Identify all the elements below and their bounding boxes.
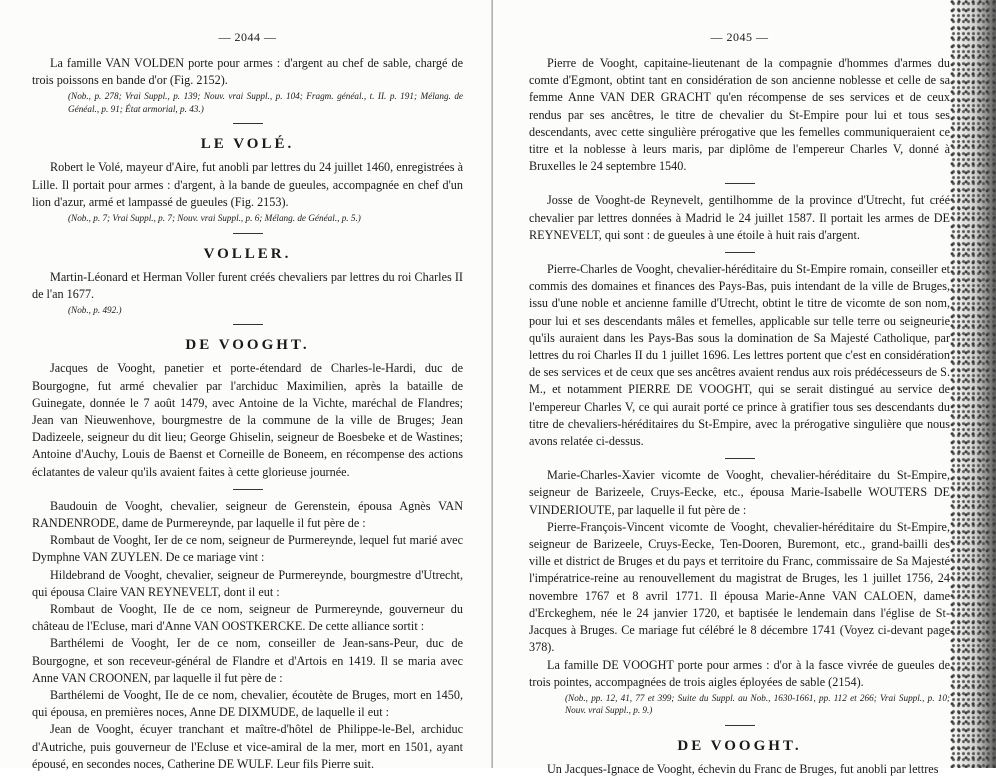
section-divider bbox=[233, 123, 263, 124]
section-divider bbox=[725, 183, 755, 184]
genealogy-paragraph: Rombaut de Vooght, Ier de ce nom, seigneur de Purmereynde, lequel fut marié avec Dymphne VAN ZUYLEN. De ce mariage vint : bbox=[32, 533, 463, 565]
jacques-ignace-paragraph: Un Jacques-Ignace de Vooght, échevin du Franc de Bruges, fut anobli par lettres bbox=[547, 761, 939, 776]
left-page bbox=[0, 0, 493, 771]
le-vole-paragraph: Robert le Volé, mayeur d'Aire, fut anobli par lettres du 24 juillet 1460, enregistrées à Lille. Il portait pour armes : d'argent, à la bande de gueules, accompagnée en chef d'un lion d'azur, armé et lampassé de gueules (Fig. 2153). bbox=[32, 160, 463, 209]
section-divider bbox=[725, 458, 755, 459]
section-divider bbox=[725, 725, 755, 726]
right-page bbox=[493, 0, 996, 776]
section-divider bbox=[233, 489, 263, 490]
josse-de-vooght-paragraph: Josse de Vooght-de Reynevelt, gentilhomme de la province d'Utrecht, fut créé chevalier par lettres données à Madrid le 24 juillet 1587. Il portait les armes de DE REYNEVELT, qui sont : de gueules à une étoile à huit rais d'argent. bbox=[529, 193, 950, 242]
de-vooght-heading-2: DE VOOGHT. bbox=[677, 737, 802, 754]
section-divider bbox=[233, 324, 263, 325]
marie-charles-xavier-paragraph: Marie-Charles-Xavier vicomte de Vooght, chevalier-héréditaire du St-Empire, seigneur de Barizeele, Cruys-Eecke, etc., épousa Marie-Isabelle WOUTERS DE VINDERIOUTE, par laquelle il fut père de : bbox=[529, 468, 950, 517]
van-volden-references: (Nob., p. 278; Vrai Suppl., p. 139; Nouv. vrai Suppl., p. 104; Fragm. généal., t. II. p. 191; Mélang. de Généal., p. 91; État armorial, p. 43.) bbox=[68, 91, 463, 114]
le-vole-heading: LE VOLÉ. bbox=[200, 136, 295, 153]
de-vooght-references: (Nob., pp. 12, 41, 77 et 399; Suite du Suppl. au Nob., 1630-1661, pp. 112 et 266; Vrai Suppl., p. 10; Nouv. vrai Suppl., p. 9.) bbox=[565, 692, 950, 716]
pierre-charles-paragraph: Pierre-Charles de Vooght, chevalier-héréditaire du St-Empire romain, conseiller et commis des domaines et finances des Pays-Bas, puis intendant de la ville de Bruges, issu d'une noble et ancienne famille d'Utrecht, obtint le titre de vicomte de son nom, pour lui et ses descendants mâles et femelles, applicable sur telle terre ou seigneurie qu'ils auraient dans les Pays-Bas sous la domination de Sa Majesté Catholique, par lettres du roi Charles II du 1 juillet 1696. Les lettres portent que c'est en considération de ses services et de ceux que ses ancêtres avaient rendus aux rois prédécesseurs de S. M., et notamment PIERRE DE VOOGHT, qui se serait distingué au service de l'empereur Charles V, ce qui aurait porté ce prince à gratifier tous ses descendants du titre de chevaliers-héréditaires du St-Empire, avec la prérogative singulière que nous avons relatée ci-dessus. bbox=[529, 262, 950, 449]
voller-heading: VOLLER. bbox=[203, 245, 292, 262]
genealogy-paragraph: Jean de Vooght, écuyer tranchant et maître-d'hôtel de Philippe-le-Bel, archiduc d'Autriche, puis gouverneur de l'Ecluse et vice-amiral de la mer, mort en 1501, ayant épousé, en secondes noces, Catherine DE WULF. Leur fils Pierre suit. bbox=[32, 722, 463, 771]
scan-edge-shadow bbox=[950, 0, 996, 768]
section-divider bbox=[233, 233, 263, 234]
genealogy-paragraph: Rombaut de Vooght, IIe de ce nom, seigneur de Purmereynde, gouverneur du château de l'Ecluse, mari d'Anne VAN OOSTKERCKE. De cette alliance sortit : bbox=[32, 602, 463, 634]
genealogy-paragraph: Hildebrand de Vooght, chevalier, seigneur de Purmereynde, bourgmestre d'Utrecht, qui épousa Claire VAN REYNEVELT, dont il eut : bbox=[32, 567, 463, 599]
de-vooght-heading: DE VOOGHT. bbox=[185, 337, 310, 354]
le-vole-references: (Nob., p. 7; Vrai Suppl., p. 7; Nouv. vrai Suppl., p. 6; Mélang. de Généal., p. 5.) bbox=[68, 213, 361, 224]
voller-paragraph: Martin-Léonard et Herman Voller furent créés chevaliers par lettres du roi Charles II de l'an 1677. bbox=[32, 269, 463, 301]
genealogy-paragraph: Barthélemi de Vooght, Ier de ce nom, conseiller de Jean-sans-Peur, duc de Bourgogne, et son receveur-général de Flandre et d'Artois en 1419. Il se maria avec Anne VAN CROONEN, par laquelle il fut père de : bbox=[32, 636, 463, 685]
page-number-left: — 2044 — bbox=[218, 30, 277, 44]
van-volden-paragraph: La famille VAN VOLDEN porte pour armes : d'argent au chef de sable, chargé de trois poissons en bande d'or (Fig. 2152). bbox=[32, 56, 463, 88]
de-vooght-arms-paragraph: La famille DE VOOGHT porte pour armes : d'or à la fasce vivrée de gueules de trois pointes, accompagnées de trois aigles éployées de sable (2154). bbox=[529, 657, 950, 689]
de-vooght-intro-paragraph: Jacques de Vooght, panetier et porte-étendard de Charles-le-Hardi, duc de Bourgogne, fut armé chevalier par l'archiduc Maximilien, après la bataille de Guinegate, donnée le 7 août 1479, avec Antoine de la Vichte, maréchal de Flandres; Jean van Nieuwenhove, bourgmestre de la commune de la ville de Bruges; Jean Dadizeele, seigneur du dit lieu; George Ghiselin, seigneur de Boesbeke et de Wastines; Antoine d'Auchy, Louis de Baenst et Corneille de Boneem, en récompense des actions éclatantes de valeur qu'ils avaient faites à cette glorieuse journée. bbox=[32, 361, 463, 479]
genealogy-paragraph: Barthélemi de Vooght, IIe de ce nom, chevalier, écoutète de Bruges, mort en 1450, qui épousa, en premières noces, Anne DE DIXMUDE, de laquelle il eut : bbox=[32, 688, 463, 720]
pierre-de-vooght-paragraph: Pierre de Vooght, capitaine-lieutenant de la compagnie d'hommes d'armes du comte d'Egmont, obtint tant en considération de son ancienne noblesse et celle de sa femme Anne VAN DER GRACHT qu'en récompense de ses services et de ceux rendus par ses ancêtres, le titre de chevalier du St-Empire pour lui et tous ses descendants, avec cette singulière prérogative que les femelles communiqueraient ce titre et la noblesse à leurs maris, par diplôme de l'empereur Charles V, donné à Bruxelles le 24 septembre 1540. bbox=[529, 56, 950, 174]
page-number-right: — 2045 — bbox=[710, 30, 769, 44]
voller-references: (Nob., p. 492.) bbox=[68, 304, 122, 315]
genealogy-paragraph: Baudouin de Vooght, chevalier, seigneur de Gerenstein, épousa Agnès VAN RANDENRODE, dame de Purmereynde, par laquelle il fut père de : bbox=[32, 498, 463, 531]
pierre-francois-vincent-paragraph: Pierre-François-Vincent vicomte de Vooght, chevalier-héréditaire du St-Empire, seigneur de Barizeele, Cruys-Eecke, Ten-Dooren, Buremont, etc., grand-bailli des ville et district de Bruges et du pays et territoire du Franc, commissaire de Sa Majesté l'impératrice-reine au renouvellement du magistrat de Bruges, les 1 juillet 1756, 24 novembre 1767 et 8 avril 1771. Il épousa Marie-Anne VAN CALOEN, dame d'Erckeghem, née le 24 janvier 1720, et baptisée le lendemain dans l'église de St-Jacques à Bruges. Ce mariage fut célébré le 8 décembre 1741 (Voyez ci-devant page 378). bbox=[529, 519, 950, 655]
section-divider bbox=[725, 252, 755, 253]
